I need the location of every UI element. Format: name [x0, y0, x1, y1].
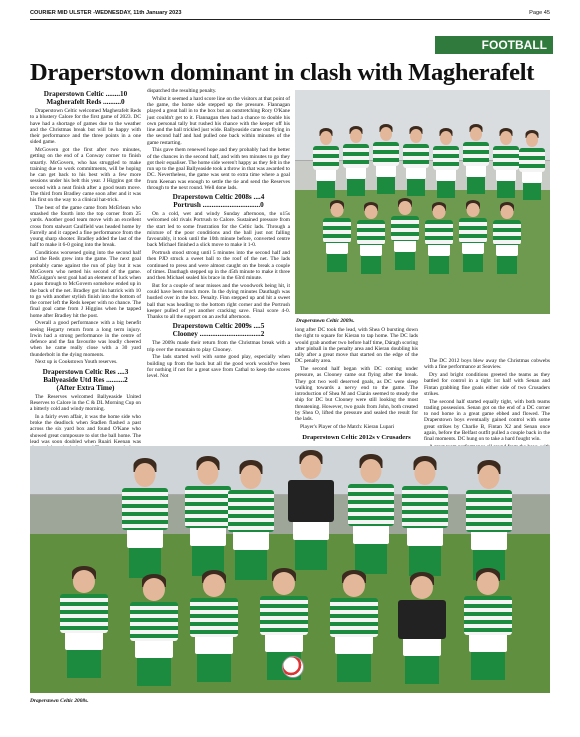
player-figure — [343, 126, 369, 196]
player-figure — [60, 566, 108, 678]
paragraph: long after DC took the lead, with Shea O bursting down the right to square for Kieran to tap home. The DC lads would grab another two before half time, Dáragh scoring after pinball in the penalty area and Kieran doubling his tally after a great move that started on the edge of the DC penalty area. — [295, 327, 418, 365]
player-figure — [185, 456, 231, 576]
player-figure — [466, 460, 512, 580]
player-figure — [130, 574, 178, 686]
score-line: Clooney ..................................2 — [172, 330, 265, 339]
column-3 — [295, 327, 418, 444]
player-figure — [402, 456, 448, 576]
score-line: Draperstown Celtic ........10 — [43, 90, 128, 98]
section-tag: FOOTBALL — [435, 36, 553, 54]
column-1 — [30, 88, 141, 453]
paragraph: On a cold, wet and windy Sunday afternoon, the u15s welcomed old rivals Portrush to Calore. Sustained pressure from the start led to some frustration for the Celtic lads. Through a mixture of the poor conditions and the ball just not falling favourably, it took until the 10th minute before, converted centre back Michael finished a slick move to make it 1-0. — [147, 211, 290, 249]
player-figure — [391, 198, 419, 270]
score-box — [147, 193, 290, 209]
player-figure — [357, 202, 385, 274]
paragraph: The DC 2012 boys blew away the Christmas cobwebs with a fine performance at Seaview. — [424, 358, 550, 371]
column-4 — [424, 358, 550, 458]
paragraph: Player's Player of the Match: Kieran Lupari — [300, 423, 395, 430]
paragraph: Whilst it seemed a hard score line on the visitors at that point of the game, the home side stepped up the pressure. Flannagan played a great ball in to the box but an outstretching Rory O'Kane just couldn't get to it. Flannagan then had a chance to double his own personal tally but rushed his chance with the keeper off his line and the ball trickled just wide. Ballyeaside came out flying in the second half and had pulled one back within minutes of the game restarting. — [147, 95, 290, 146]
headline: Draperstown dominant in clash with Magherafelt — [30, 59, 535, 86]
player-figure — [433, 128, 459, 198]
paragraph: The best of the game came from McErlean who smashed the fourth into the top corner from 25 yards. Another good team move with an excellent cross from stalwart Caulfield was headed home by Farrelly and it capped a fine performance from the young sharp shooter. Bradley added the last of the half to make it 6-0 going into the break. — [30, 204, 141, 249]
player-figure — [464, 568, 512, 680]
paragraph: Portrush stood strong until 5 minutes into the second half and then PJD struck a sweet ball to the roof of the net. The lads continued to press and were almost caught on the break a couple of times. Dauthagh stepped up in the 45th minute to make it three and then Michael sealed his brace in the 63rd minute. — [147, 250, 290, 281]
player-figure — [493, 202, 521, 274]
player-figure — [122, 458, 168, 578]
paragraph: Dry and bright conditions greeted the teams as they battled for control in a tight 1st half with Senan and Fintan grabbing fine goals either side of two Crusaders strikes. — [424, 372, 550, 397]
team-photo-2008s — [30, 446, 550, 693]
paragraph: Overall a good performance with a big benefit seeing Hegarty return from a long term injury. Irwin had a strong performance in the centre of defence and the fan favourite was loudly cheered when he came really close with a 30 yard thunderbolt in the dying moments. — [30, 320, 141, 358]
score-box — [147, 322, 290, 338]
player-figure — [403, 126, 429, 196]
player-figure — [323, 200, 351, 272]
team-photo-2009s — [295, 90, 550, 314]
score-line: Draperstown Celtic Res ....3 — [42, 367, 129, 376]
player-figure — [519, 130, 545, 200]
photo-caption: Draperstown Celtic 2008s. — [30, 698, 89, 704]
player-figure — [313, 128, 339, 198]
paragraph: Draperstown Celtic welcomed Magherafelt Reds to a blustery Calore for the first game of 2023. DC have had a shortage of games due to the weather and the Christmas break but will be happy with their performance and the three points in a one sided game. — [30, 108, 141, 146]
paragraph: The 2009s made their return from the Christmas break with a trip over the mountain to play Clooney. — [147, 340, 290, 353]
subheading: Draperstown Celtic 2012s v Crusaders — [302, 434, 411, 441]
paragraph: The Reserves welcomed Ballyeaside United Reserves to Calore in the C & DL Morning Cup on a bitterly cold and windy morning. — [30, 393, 141, 412]
photo-caption: Draperstown Celtic 2009s. — [296, 318, 355, 324]
player-figure — [190, 570, 238, 682]
player-figure — [493, 128, 519, 198]
score-line: Draperstown Celtic 2009s ....5 — [172, 322, 265, 331]
player-figure — [459, 200, 487, 272]
paragraph: Conditions worsened going into the second half and the Reds grew into the game. The next goal probably came against the run of play but it was McGovern who netted his second of the game. McGuigan's next goal had an element of luck when a pass through to McGovern somehow ended up in the back of the net. Bradley got his hatrick with 10 to go with another stylish finish into the bottom of the corner left the Reds keeper with no chance. The final goal came from J Higgins when he tapped home after Bradley hit the post. — [30, 250, 141, 319]
page-number: Page 45 — [529, 10, 550, 16]
score-box — [30, 90, 141, 106]
score-line: Draperstown Celtic 2008s ....4 — [172, 193, 265, 201]
player-figure — [398, 572, 446, 684]
paragraph: But for a couple of near misses and the woodwork being hit, it could have been much more. In the dying minutes Dauthagh was hustled over in the box. Penalty. Finn stepped up and hit a sweet ball that was heading to the bottom right corner and the Portrush keeper pulled of yet another cracking save. Final score 4-0. Thanks to all the support on an awful afternoon. — [147, 282, 290, 320]
header-rule — [30, 19, 550, 20]
publication-line: COURIER MID ULSTER -WEDNESDAY, 11th January 2023 — [30, 10, 182, 16]
score-line: (After Extra Time) — [56, 383, 115, 392]
paragraph: The lads started well with some good play, especially when building up from the back but all the good work would've been for nothing if not for a great save from Cathal to keep the scores level. Not — [147, 354, 290, 379]
football-icon — [282, 656, 304, 678]
player-figure — [288, 450, 334, 570]
player-figure — [348, 454, 394, 574]
paragraph: The second half started equally tight, with both teams trading possession. Senan got on the end of a DC corner to nod home in a great game ebbed and flowed. The Draperstown boys eventually gained control with some great strikes by Charlie B, Fintan X2 and Senan once again, before the Belfast outfit pulled a couple back in the final moments. DC hung on to take a hard fought win. — [424, 398, 550, 442]
score-line: Ballyeaside Utd Res ..........2 — [43, 375, 128, 384]
paragraph: The second half began with DC coming under pressure, as Clooney came out flying after the break. They got two well deserved goals, as DC were sleep walking towards a nervy end to the game. The introduction of Shea M and Ciarán seemed to steady the ship for DC but Clooney were still looking the most threatening. However, two goals from John, both created by Shea O, lifted the pressure and sealed the result for the lads. — [295, 366, 418, 422]
player-figure — [330, 570, 378, 682]
paragraph: Next up is Cookstown Youth reserves. — [35, 359, 118, 366]
paragraph: dispatched the resulting penalty. — [147, 88, 217, 94]
score-box — [30, 368, 141, 392]
player-figure — [373, 124, 399, 194]
page-header — [30, 8, 550, 18]
score-line: Magherafelt Reds ..........0 — [46, 98, 125, 106]
player-figure — [425, 202, 453, 274]
column-2 — [147, 88, 290, 381]
score-line: Portrush ................................0 — [173, 201, 264, 209]
paragraph: In a fairly even affair, it was the home side who broke the deadlock when Stadlen flashed a past across the six yard box and found O'Kane who showed great composure to slot the ball home. The lead was soon doubled when Ruairi Keenan was — [30, 413, 141, 445]
player-figure — [463, 124, 489, 194]
player-figure — [228, 460, 274, 580]
paragraph: McGovern got the first after two minutes, getting on the end of a Conway corner to finish smartly. McGovern, who has struggled to make training due to work commitments, will be hoping he can get back to his best with a few more sessions under his belt this year. J Higgins got the second with a neat finish after a good team move. The third from Bradley came soon after and it was his first on the way to a clinical hat-trick. — [30, 147, 141, 203]
paragraph: This gave them renewed hope and they probably had the better of the chances in the second half, and with ten minutes to go they got their equaliser. The home side weren't happy as they felt in the run up to the goal Ballyeaside took a throw in that was awarded to DC. Nevertheless, the game was sent to extra time where a goal from Keenan was enough to settle the tie and send the Reserves through to the next round. Well done lads. — [147, 147, 290, 191]
